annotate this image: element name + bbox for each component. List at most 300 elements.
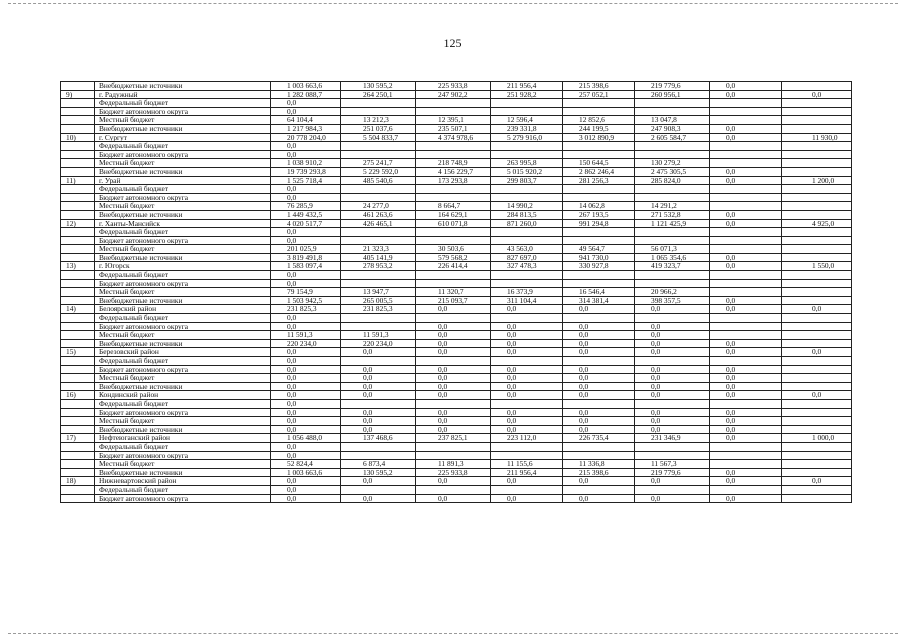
table-row (61, 116, 852, 125)
value-cell (782, 236, 852, 245)
row-label-cell: Внебюджетные источники (95, 382, 271, 391)
value-cell: 0,0 (563, 391, 635, 400)
value-cell: 244 199,5 (563, 124, 635, 133)
row-number-cell (61, 245, 95, 254)
value-cell: 0,0 (710, 365, 782, 374)
value-cell: 2 475 305,5 (635, 167, 710, 176)
row-number-cell (61, 124, 95, 133)
value-cell: 13 047,8 (635, 116, 710, 125)
value-cell: 4 020 517,7 (271, 219, 341, 228)
row-number-cell (61, 494, 95, 503)
value-cell: 14 291,2 (635, 202, 710, 211)
row-number-cell (61, 99, 95, 108)
value-cell (416, 442, 491, 451)
value-cell: 579 568,2 (416, 253, 491, 262)
row-label-cell: Бюджет автономного округа (95, 365, 271, 374)
value-cell: 0,0 (416, 305, 491, 314)
value-cell (710, 314, 782, 323)
value-cell: 11 155,6 (491, 460, 563, 469)
value-cell: 4 925,0 (782, 219, 852, 228)
value-cell: 14 990,2 (491, 202, 563, 211)
row-number-cell (61, 357, 95, 366)
value-cell (710, 279, 782, 288)
value-cell (635, 485, 710, 494)
value-cell: 1 038 910,2 (271, 159, 341, 168)
value-cell (563, 236, 635, 245)
value-cell: 0,0 (710, 176, 782, 185)
value-cell (710, 460, 782, 469)
value-cell: 64 104,4 (271, 116, 341, 125)
value-cell: 0,0 (271, 408, 341, 417)
value-cell (710, 451, 782, 460)
value-cell: 0,0 (271, 382, 341, 391)
value-cell (635, 185, 710, 194)
row-number-cell (61, 210, 95, 219)
value-cell: 275 241,7 (341, 159, 416, 168)
value-cell: 0,0 (782, 391, 852, 400)
value-cell (782, 202, 852, 211)
value-cell: 0,0 (635, 322, 710, 331)
value-cell: 0,0 (271, 477, 341, 486)
value-cell: 0,0 (563, 477, 635, 486)
value-cell: 0,0 (271, 271, 341, 280)
row-label-cell: Внебюджетные источники (95, 339, 271, 348)
value-cell (563, 485, 635, 494)
value-cell: 0,0 (710, 90, 782, 99)
value-cell (710, 228, 782, 237)
value-cell (782, 382, 852, 391)
value-cell (563, 399, 635, 408)
row-number-cell (61, 107, 95, 116)
value-cell: 0,0 (271, 417, 341, 426)
row-number-cell: 18) (61, 477, 95, 486)
value-cell: 19 739 293,8 (271, 167, 341, 176)
row-number-cell (61, 82, 95, 91)
value-cell: 211 956,4 (491, 468, 563, 477)
value-cell (782, 408, 852, 417)
value-cell (416, 99, 491, 108)
row-number-cell: 9) (61, 90, 95, 99)
value-cell (710, 185, 782, 194)
value-cell (635, 442, 710, 451)
value-cell: 0,0 (341, 348, 416, 357)
table-row (61, 142, 852, 151)
value-cell (710, 142, 782, 151)
value-cell: 0,0 (416, 494, 491, 503)
table-row (61, 296, 852, 305)
value-cell (710, 245, 782, 254)
table-row (61, 322, 852, 331)
value-cell: 231 346,9 (635, 434, 710, 443)
value-cell: 0,0 (416, 331, 491, 340)
value-cell (563, 193, 635, 202)
value-cell: 0,0 (563, 305, 635, 314)
value-cell: 0,0 (635, 494, 710, 503)
value-cell (782, 451, 852, 460)
value-cell (491, 357, 563, 366)
value-cell (782, 374, 852, 383)
value-cell: 0,0 (341, 477, 416, 486)
value-cell (782, 228, 852, 237)
value-cell: 0,0 (635, 417, 710, 426)
row-number-cell (61, 314, 95, 323)
value-cell: 0,0 (341, 365, 416, 374)
value-cell: 76 285,9 (271, 202, 341, 211)
value-cell: 0,0 (635, 305, 710, 314)
value-cell: 0,0 (710, 167, 782, 176)
value-cell (416, 279, 491, 288)
value-cell: 0,0 (710, 219, 782, 228)
value-cell: 6 873,4 (341, 460, 416, 469)
value-cell (491, 399, 563, 408)
value-cell: 5 229 592,0 (341, 167, 416, 176)
value-cell: 20 778 204,0 (271, 133, 341, 142)
row-label-cell: Бюджет автономного округа (95, 279, 271, 288)
value-cell: 247 902,2 (416, 90, 491, 99)
row-number-cell (61, 442, 95, 451)
value-cell: 12 852,6 (563, 116, 635, 125)
value-cell: 0,0 (491, 417, 563, 426)
value-cell (563, 107, 635, 116)
table-row (61, 468, 852, 477)
value-cell: 16 373,9 (491, 288, 563, 297)
row-number-cell (61, 116, 95, 125)
value-cell: 11 591,3 (271, 331, 341, 340)
value-cell: 11 930,0 (782, 133, 852, 142)
value-cell: 330 927,8 (563, 262, 635, 271)
table-row (61, 167, 852, 176)
value-cell: 2 605 584,7 (635, 133, 710, 142)
row-number-cell: 13) (61, 262, 95, 271)
value-cell: 311 104,4 (491, 296, 563, 305)
value-cell: 0,0 (341, 425, 416, 434)
value-cell: 2 862 246,4 (563, 167, 635, 176)
value-cell (491, 107, 563, 116)
value-cell (341, 399, 416, 408)
value-cell: 0,0 (341, 391, 416, 400)
value-cell: 0,0 (710, 305, 782, 314)
value-cell: 0,0 (271, 365, 341, 374)
row-label-cell: Кондинский район (95, 391, 271, 400)
value-cell (782, 124, 852, 133)
page-number: 125 (443, 36, 462, 50)
value-cell: 0,0 (563, 348, 635, 357)
value-cell: 0,0 (710, 262, 782, 271)
value-cell: 0,0 (491, 339, 563, 348)
value-cell: 0,0 (710, 210, 782, 219)
row-label-cell: Бюджет автономного округа (95, 408, 271, 417)
value-cell (635, 279, 710, 288)
row-label-cell: Нефтеюганский район (95, 434, 271, 443)
value-cell: 871 260,0 (491, 219, 563, 228)
row-number-cell (61, 271, 95, 280)
table-row (61, 494, 852, 503)
value-cell (416, 271, 491, 280)
value-cell: 0,0 (563, 322, 635, 331)
value-cell (416, 357, 491, 366)
table-row (61, 219, 852, 228)
value-cell (491, 279, 563, 288)
value-cell (341, 322, 416, 331)
value-cell: 0,0 (491, 494, 563, 503)
value-cell (491, 99, 563, 108)
value-cell: 0,0 (271, 391, 341, 400)
value-cell: 0,0 (635, 331, 710, 340)
value-cell: 0,0 (271, 494, 341, 503)
value-cell (491, 451, 563, 460)
value-cell: 0,0 (710, 374, 782, 383)
value-cell: 219 779,6 (635, 468, 710, 477)
value-cell (782, 107, 852, 116)
row-number-cell (61, 382, 95, 391)
value-cell: 0,0 (563, 339, 635, 348)
value-cell: 11 320,7 (416, 288, 491, 297)
value-cell: 610 071,8 (416, 219, 491, 228)
value-cell: 231 825,3 (341, 305, 416, 314)
table-row (61, 374, 852, 383)
value-cell: 0,0 (491, 322, 563, 331)
row-label-cell: Бюджет автономного округа (95, 193, 271, 202)
row-number-cell (61, 288, 95, 297)
row-number-cell: 15) (61, 348, 95, 357)
value-cell (563, 150, 635, 159)
row-label-cell: Внебюджетные источники (95, 82, 271, 91)
row-label-cell: Бюджет автономного округа (95, 150, 271, 159)
value-cell (710, 236, 782, 245)
value-cell: 13 947,7 (341, 288, 416, 297)
value-cell: 137 468,6 (341, 434, 416, 443)
value-cell (710, 322, 782, 331)
value-cell: 0,0 (635, 339, 710, 348)
table-row (61, 176, 852, 185)
table-row (61, 150, 852, 159)
table-row (61, 124, 852, 133)
table-row (61, 279, 852, 288)
row-label-cell: Местный бюджет (95, 417, 271, 426)
value-cell (782, 167, 852, 176)
row-number-cell (61, 253, 95, 262)
table-row (61, 434, 852, 443)
value-cell (491, 150, 563, 159)
value-cell: 0,0 (416, 408, 491, 417)
row-number-cell (61, 417, 95, 426)
value-cell (782, 185, 852, 194)
row-label-cell: Бюджет автономного округа (95, 236, 271, 245)
value-cell: 12 395,1 (416, 116, 491, 125)
value-cell (341, 357, 416, 366)
value-cell: 247 908,3 (635, 124, 710, 133)
row-label-cell: г. Сургут (95, 133, 271, 142)
value-cell: 173 293,8 (416, 176, 491, 185)
value-cell (416, 451, 491, 460)
value-cell: 0,0 (563, 374, 635, 383)
value-cell: 218 748,9 (416, 159, 491, 168)
row-number-cell (61, 365, 95, 374)
value-cell (416, 399, 491, 408)
value-cell: 4 156 229,7 (416, 167, 491, 176)
scan-top-edge (8, 3, 898, 4)
row-label-cell: Местный бюджет (95, 116, 271, 125)
value-cell: 0,0 (271, 228, 341, 237)
value-cell: 5 279 916,0 (491, 133, 563, 142)
value-cell (563, 228, 635, 237)
value-cell (782, 142, 852, 151)
value-cell: 0,0 (635, 425, 710, 434)
value-cell: 0,0 (271, 348, 341, 357)
table-row (61, 451, 852, 460)
table-row (61, 159, 852, 168)
row-label-cell: Бюджет автономного округа (95, 451, 271, 460)
row-number-cell (61, 339, 95, 348)
row-number-cell (61, 159, 95, 168)
value-cell: 0,0 (710, 408, 782, 417)
value-cell: 1 000,0 (782, 434, 852, 443)
value-cell: 264 250,1 (341, 90, 416, 99)
value-cell: 0,0 (710, 82, 782, 91)
table-row (61, 339, 852, 348)
value-cell (341, 99, 416, 108)
row-number-cell (61, 193, 95, 202)
budget-table (60, 81, 852, 503)
value-cell (341, 314, 416, 323)
row-number-cell: 14) (61, 305, 95, 314)
row-label-cell: Федеральный бюджет (95, 399, 271, 408)
value-cell (341, 150, 416, 159)
value-cell: 0,0 (416, 374, 491, 383)
table-row (61, 82, 852, 91)
row-number-cell: 17) (61, 434, 95, 443)
value-cell: 260 956,1 (635, 90, 710, 99)
value-cell: 0,0 (271, 236, 341, 245)
value-cell: 251 037,6 (341, 124, 416, 133)
value-cell: 226 735,4 (563, 434, 635, 443)
row-label-cell: г. Урай (95, 176, 271, 185)
value-cell: 164 629,1 (416, 210, 491, 219)
value-cell (710, 442, 782, 451)
value-cell (635, 314, 710, 323)
value-cell: 0,0 (491, 365, 563, 374)
value-cell (416, 236, 491, 245)
table-row (61, 442, 852, 451)
row-label-cell: Федеральный бюджет (95, 357, 271, 366)
value-cell (416, 107, 491, 116)
value-cell (635, 399, 710, 408)
table-row (61, 99, 852, 108)
table-body (61, 82, 852, 503)
value-cell: 327 478,3 (491, 262, 563, 271)
value-cell (782, 150, 852, 159)
value-cell: 281 256,3 (563, 176, 635, 185)
value-cell (710, 116, 782, 125)
value-cell (710, 399, 782, 408)
table-row (61, 193, 852, 202)
row-number-cell (61, 451, 95, 460)
value-cell: 0,0 (341, 408, 416, 417)
row-label-cell: Внебюджетные источники (95, 210, 271, 219)
value-cell (563, 314, 635, 323)
value-cell: 314 381,4 (563, 296, 635, 305)
value-cell: 284 813,5 (491, 210, 563, 219)
value-cell: 130 279,2 (635, 159, 710, 168)
value-cell (782, 365, 852, 374)
value-cell: 0,0 (271, 399, 341, 408)
table-row (61, 210, 852, 219)
table-row (61, 288, 852, 297)
value-cell: 235 507,1 (416, 124, 491, 133)
value-cell (782, 357, 852, 366)
table-row (61, 271, 852, 280)
row-number-cell (61, 408, 95, 417)
value-cell (341, 271, 416, 280)
value-cell (635, 271, 710, 280)
value-cell: 215 093,7 (416, 296, 491, 305)
value-cell (563, 99, 635, 108)
value-cell (635, 236, 710, 245)
value-cell: 225 933,8 (416, 82, 491, 91)
value-cell: 263 995,8 (491, 159, 563, 168)
value-cell: 0,0 (710, 417, 782, 426)
value-cell: 0,0 (341, 382, 416, 391)
row-label-cell: г. Радужный (95, 90, 271, 99)
value-cell: 0,0 (710, 425, 782, 434)
value-cell (782, 193, 852, 202)
value-cell: 0,0 (563, 417, 635, 426)
value-cell: 0,0 (635, 348, 710, 357)
table-row (61, 314, 852, 323)
row-label-cell: Местный бюджет (95, 331, 271, 340)
value-cell (635, 228, 710, 237)
value-cell: 0,0 (271, 150, 341, 159)
value-cell: 239 331,8 (491, 124, 563, 133)
value-cell: 0,0 (635, 382, 710, 391)
value-cell: 299 803,7 (491, 176, 563, 185)
value-cell: 0,0 (491, 477, 563, 486)
value-cell (782, 314, 852, 323)
row-number-cell (61, 279, 95, 288)
value-cell (491, 193, 563, 202)
value-cell: 0,0 (782, 305, 852, 314)
value-cell (782, 253, 852, 262)
row-label-cell: Местный бюджет (95, 460, 271, 469)
value-cell (491, 314, 563, 323)
value-cell (782, 116, 852, 125)
value-cell (563, 271, 635, 280)
row-number-cell: 12) (61, 219, 95, 228)
value-cell (710, 271, 782, 280)
value-cell: 1 550,0 (782, 262, 852, 271)
value-cell (782, 460, 852, 469)
row-label-cell: Внебюджетные источники (95, 124, 271, 133)
value-cell: 0,0 (271, 314, 341, 323)
value-cell (416, 185, 491, 194)
value-cell: 8 664,7 (416, 202, 491, 211)
value-cell (710, 331, 782, 340)
value-cell (782, 494, 852, 503)
value-cell (563, 357, 635, 366)
value-cell: 226 414,4 (416, 262, 491, 271)
value-cell (416, 150, 491, 159)
value-cell (782, 296, 852, 305)
value-cell: 1 003 663,6 (271, 82, 341, 91)
value-cell (416, 142, 491, 151)
value-cell: 1 003 663,6 (271, 468, 341, 477)
value-cell (710, 99, 782, 108)
value-cell (341, 279, 416, 288)
value-cell: 0,0 (710, 468, 782, 477)
table-row (61, 262, 852, 271)
table-row (61, 460, 852, 469)
value-cell: 215 398,6 (563, 468, 635, 477)
